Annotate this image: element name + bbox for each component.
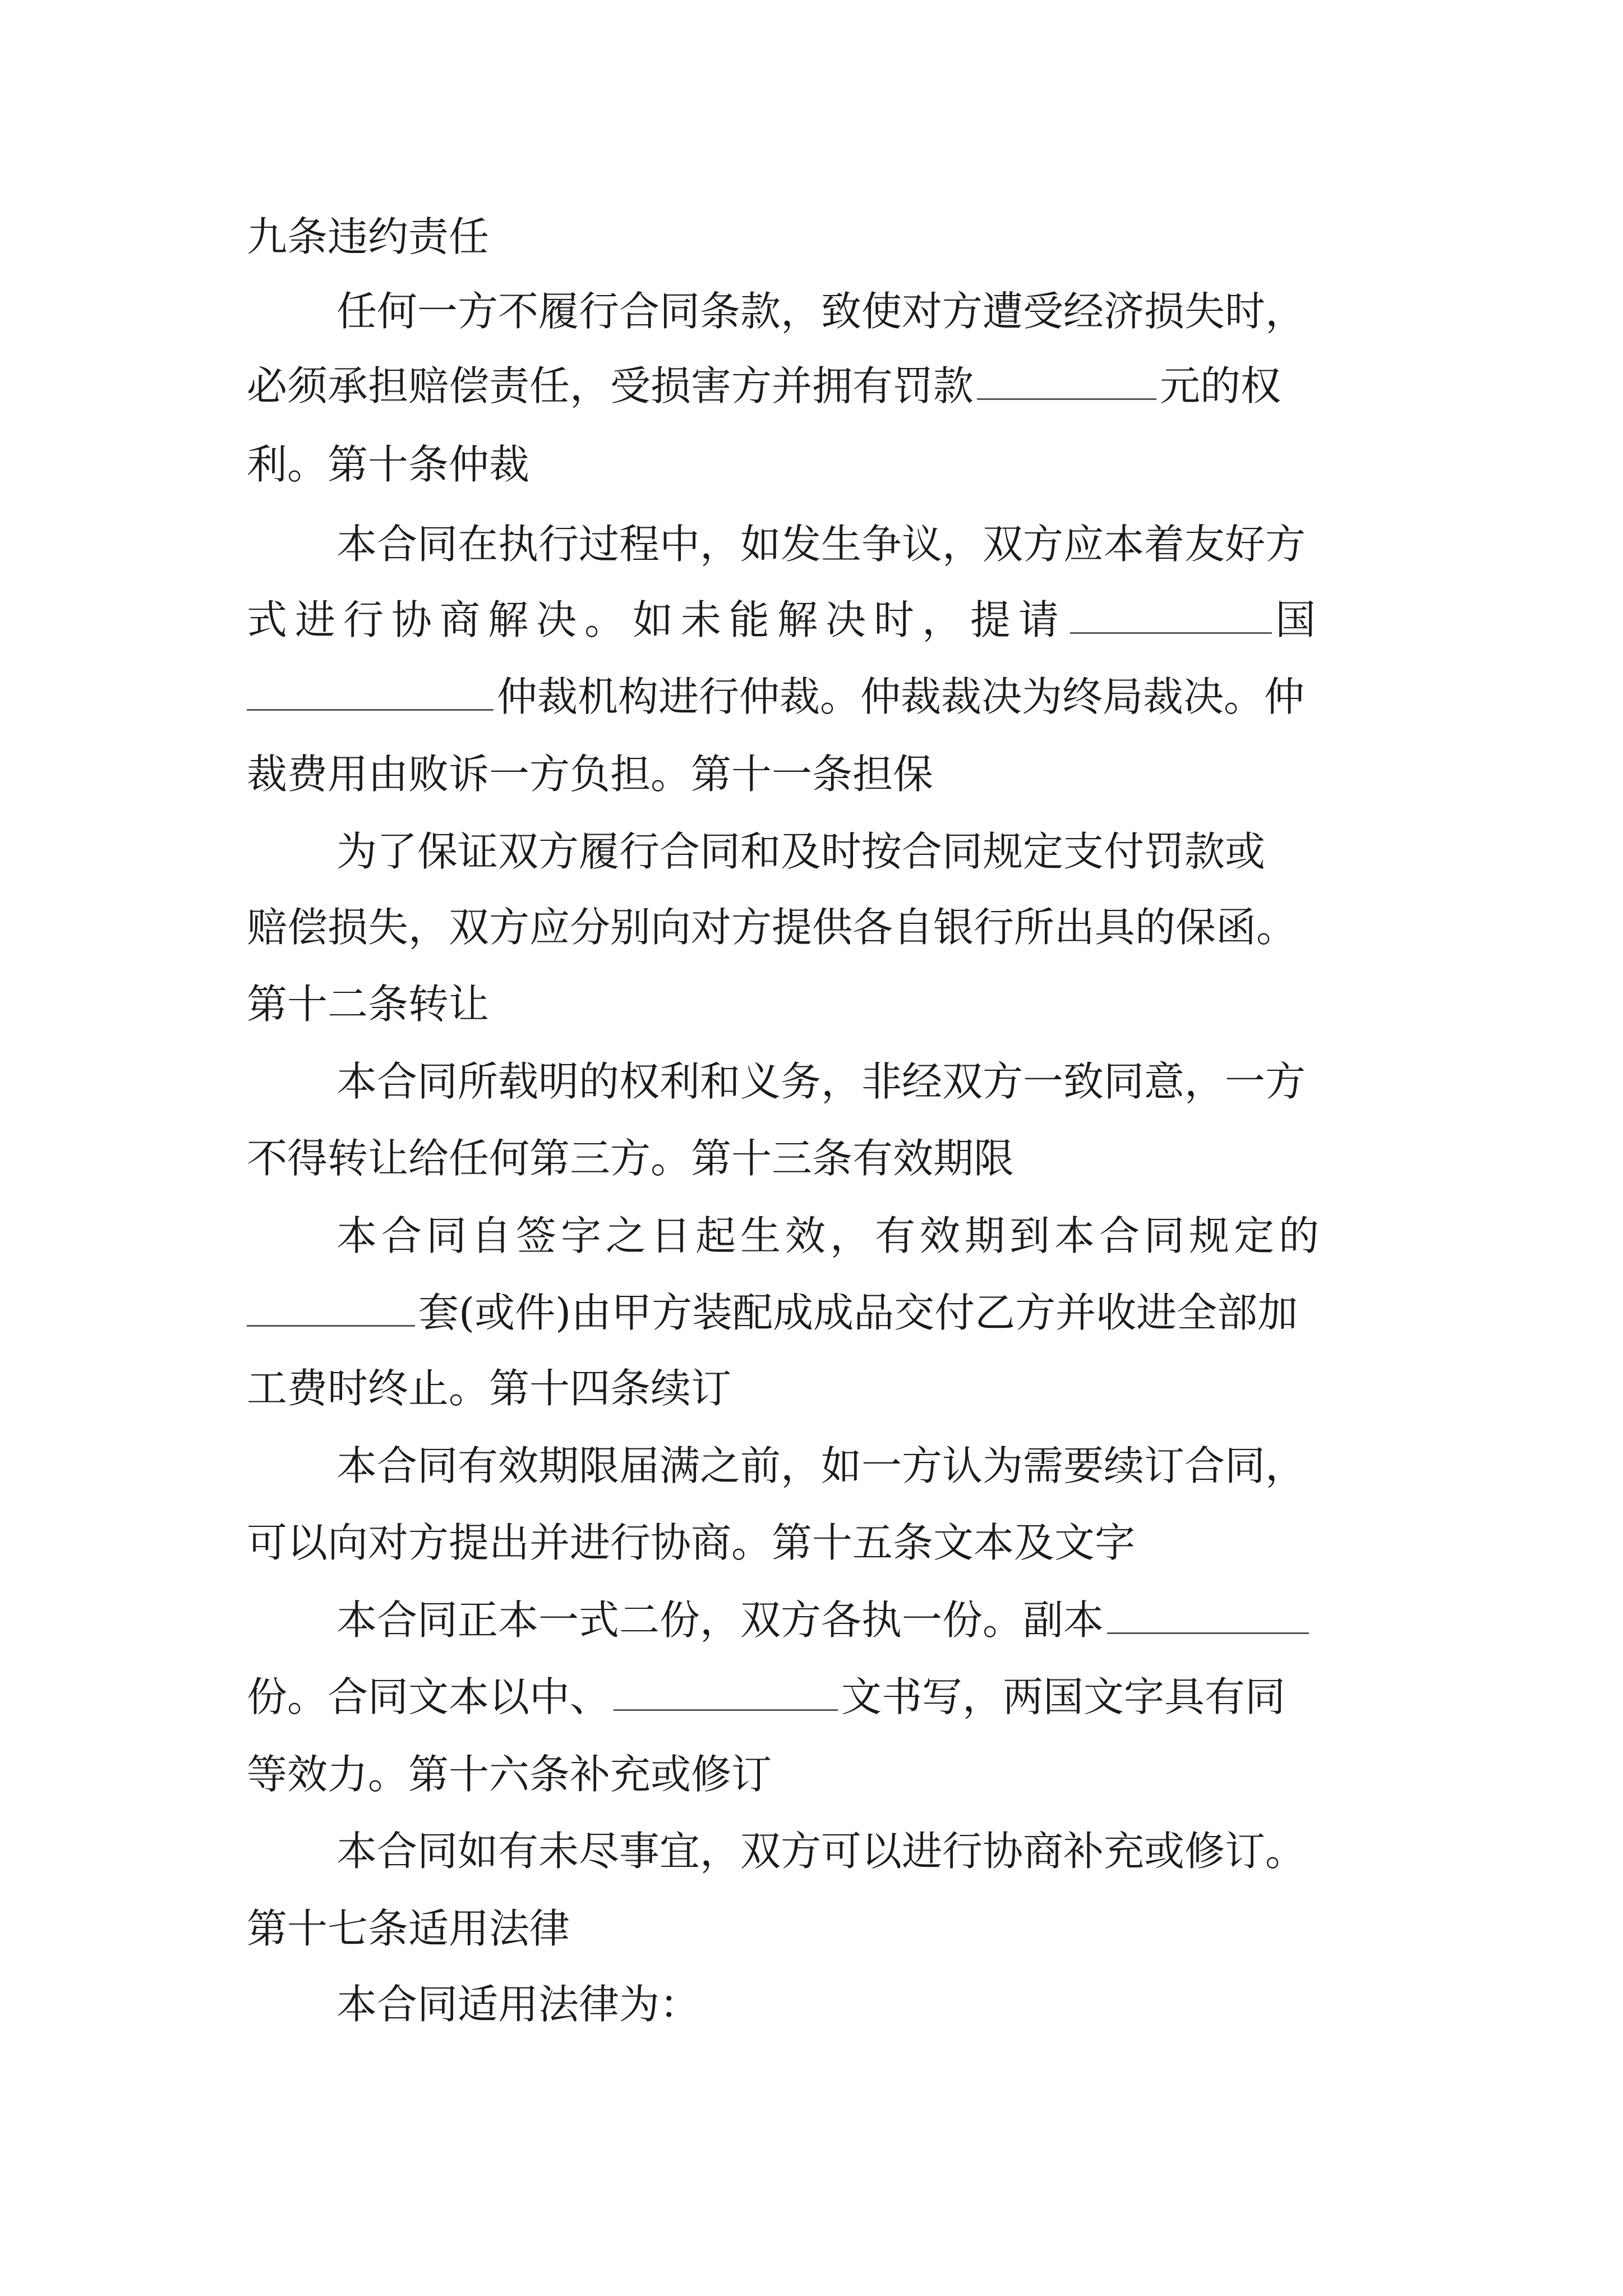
text-segment: 本合同正本一式二份，双方各执一份。副本 bbox=[336, 1596, 1104, 1644]
text-segment: 套(或件)由甲方装配成成品交付乙方并收进全部加 bbox=[418, 1289, 1298, 1336]
text-segment: 利。第十条仲裁 bbox=[247, 441, 530, 488]
text-line-heading-article-12 bbox=[247, 970, 489, 1038]
text-segment: 不得转让给任何第三方。第十三条有效期限 bbox=[247, 1135, 1015, 1182]
text-segment: 本合同有效期限届满之前，如一方认为需要续订合同， bbox=[336, 1442, 1306, 1489]
text-line-heading-article-10 bbox=[247, 431, 529, 498]
fill-in-blank bbox=[977, 365, 1156, 400]
text-segment: 本合同自签字之日起生效，有效期到本合同规定的 bbox=[336, 1212, 1324, 1259]
text-line-heading-article-11 bbox=[247, 740, 933, 808]
text-line-heading-article-16 bbox=[247, 1741, 772, 1808]
text-line bbox=[336, 1971, 700, 2038]
text-line bbox=[336, 510, 1306, 578]
text-line bbox=[336, 1048, 1306, 1115]
text-line bbox=[336, 1202, 1324, 1269]
text-segment: 可以向对方提出并进行协商。第十五条文本及文字 bbox=[247, 1519, 1136, 1566]
text-segment: 份。合同文本以中、 bbox=[247, 1673, 611, 1720]
text-line bbox=[336, 1586, 1312, 1654]
text-line bbox=[336, 1432, 1306, 1499]
fill-in-blank bbox=[247, 1291, 415, 1327]
text-segment: 工费时终止。第十四条续订 bbox=[247, 1365, 732, 1412]
text-line-heading-article-17 bbox=[247, 1895, 570, 1962]
text-line bbox=[247, 663, 1304, 730]
text-segment: 为了保证双方履行合同和及时按合同规定支付罚款或 bbox=[336, 828, 1266, 875]
text-segment: 等效力。第十六条补充或修订 bbox=[247, 1751, 772, 1798]
text-line bbox=[247, 1663, 1285, 1731]
text-line bbox=[247, 352, 1281, 420]
text-segment: 本合同如有未尽事宜，双方可以进行协商补充或修订。 bbox=[336, 1828, 1306, 1875]
text-segment: 元的权 bbox=[1160, 362, 1281, 409]
fill-in-blank bbox=[614, 1676, 838, 1711]
text-line-heading-article-14 bbox=[247, 1355, 731, 1422]
text-segment: 第十二条转让 bbox=[247, 981, 490, 1028]
text-line bbox=[336, 1818, 1306, 1885]
text-segment: 式进行协商解决。如未能解决时，提请 bbox=[247, 596, 1067, 643]
text-line bbox=[247, 586, 1324, 654]
fill-in-blank bbox=[1107, 1599, 1309, 1634]
text-segment: 裁费用由败诉一方负担。第十一条担保 bbox=[247, 751, 934, 798]
text-line-heading-article-13 bbox=[247, 1125, 1014, 1192]
text-line bbox=[247, 894, 1297, 961]
text-segment: 仲裁机构进行仲裁。仲裁裁决为终局裁决。仲 bbox=[497, 673, 1305, 720]
text-segment: 本合同所载明的权利和义务，非经双方一致同意，一方 bbox=[336, 1058, 1306, 1105]
text-segment: 第十七条适用法律 bbox=[247, 1905, 570, 1952]
text-segment: 本合同适用法律为： bbox=[336, 1981, 700, 2028]
text-line-heading-article-9 bbox=[247, 203, 489, 270]
text-segment: 九条违约责任 bbox=[247, 213, 490, 260]
text-line bbox=[336, 818, 1265, 885]
fill-in-blank bbox=[1070, 599, 1272, 634]
text-segment: 文书写，两国文字具有同 bbox=[841, 1673, 1286, 1720]
text-segment: 本合同在执行过程中，如发生争议，双方应本着友好方 bbox=[336, 521, 1306, 568]
text-line-heading-article-15 bbox=[247, 1509, 1135, 1576]
text-line bbox=[247, 1279, 1298, 1346]
text-segment: 必须承担赔偿责任，受损害方并拥有罚款 bbox=[247, 362, 974, 409]
text-segment: 国 bbox=[1275, 596, 1324, 643]
text-line bbox=[336, 278, 1306, 345]
text-segment: 任何一方不履行合同条款，致使对方遭受经济损失时， bbox=[336, 288, 1306, 335]
text-segment: 赔偿损失，双方应分别向对方提供各自银行所出具的保函。 bbox=[247, 904, 1297, 951]
fill-in-blank bbox=[247, 675, 494, 711]
